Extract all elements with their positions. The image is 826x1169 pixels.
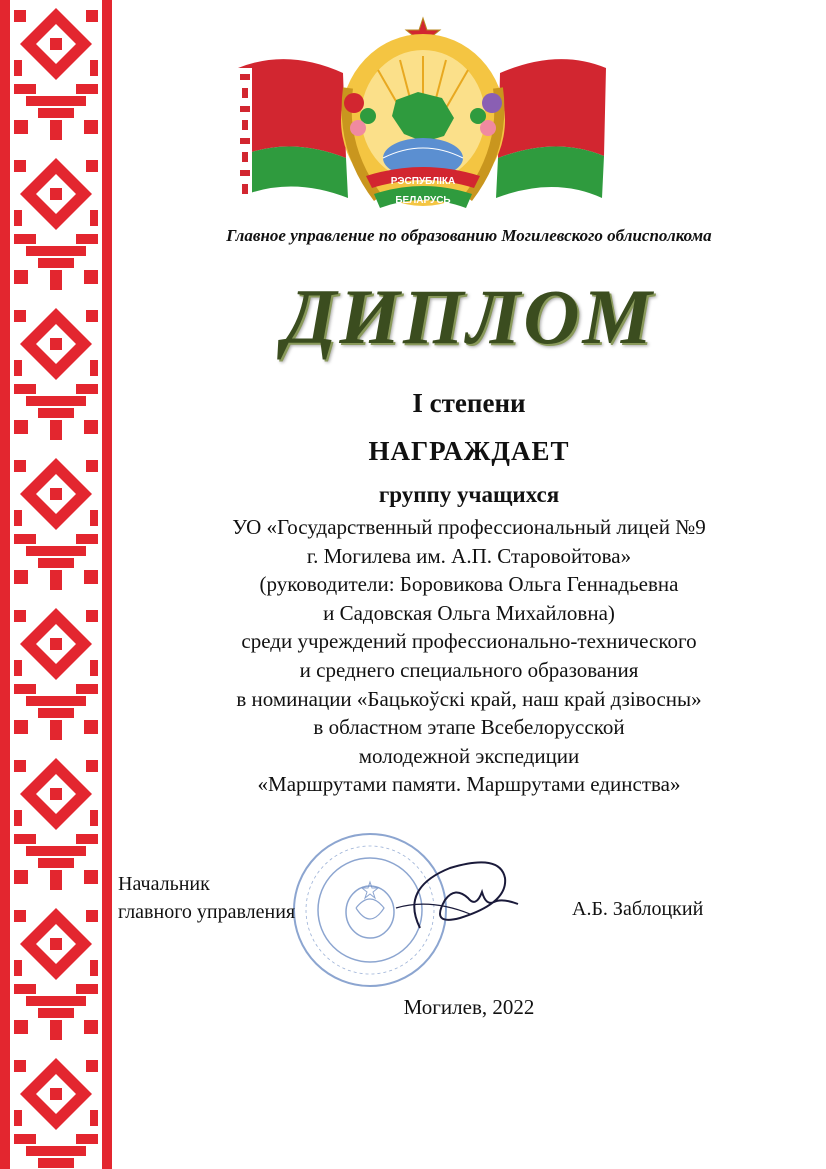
- body-line: УО «Государственный профессиональный лицей №9: [232, 515, 706, 539]
- recipient-label: группу учащихся: [378, 482, 560, 507]
- body-line: г. Могилева им. А.П. Старовойтова»: [306, 543, 632, 568]
- organization-title: Главное управление по образованию Могилевского облисполкома: [226, 226, 712, 245]
- left-flag-icon: [238, 59, 348, 198]
- state-emblem-with-flags: [228, 8, 618, 226]
- signature-icon: [390, 848, 530, 948]
- city-year: Могилев, 2022: [403, 995, 535, 1019]
- award-body: [112, 513, 826, 799]
- body-line: в номинации «Бацькоўскі край, наш край дзівосны»: [236, 686, 702, 711]
- ornament-strip: [0, 0, 112, 1169]
- body-line: молодежной экспедиции: [358, 743, 580, 768]
- degree-label: I степени: [412, 388, 526, 418]
- body-line: среди учреждений профессионально-технического: [241, 629, 697, 654]
- body-line: и среднего специального образования: [299, 657, 639, 682]
- awards-label: НАГРАЖДАЕТ: [368, 436, 570, 466]
- emblem-ribbon-bottom: БЕЛАРУСЬ: [395, 195, 451, 206]
- body-line: и Садовская Ольга Михайловна): [323, 600, 615, 625]
- right-flag-icon: [496, 59, 606, 198]
- emblem-ribbon-top: РЭСПУБЛІКА: [390, 176, 456, 187]
- coat-of-arms-icon: [341, 18, 505, 208]
- signatory-position-line: Начальник: [118, 873, 210, 895]
- diploma-title: ДИПЛОМ: [283, 273, 655, 360]
- body-line: (руководители: Боровикова Ольга Геннадьевна: [259, 572, 679, 597]
- body-line: в областном этапе Всебелорусской: [313, 715, 625, 740]
- signatory-position: [118, 870, 295, 926]
- signatory-position-line: главного управления: [118, 901, 296, 923]
- body-line: «Маршрутами памяти. Маршрутами единства»: [257, 772, 681, 797]
- signatory-name: А.Б. Заблоцкий: [572, 898, 704, 920]
